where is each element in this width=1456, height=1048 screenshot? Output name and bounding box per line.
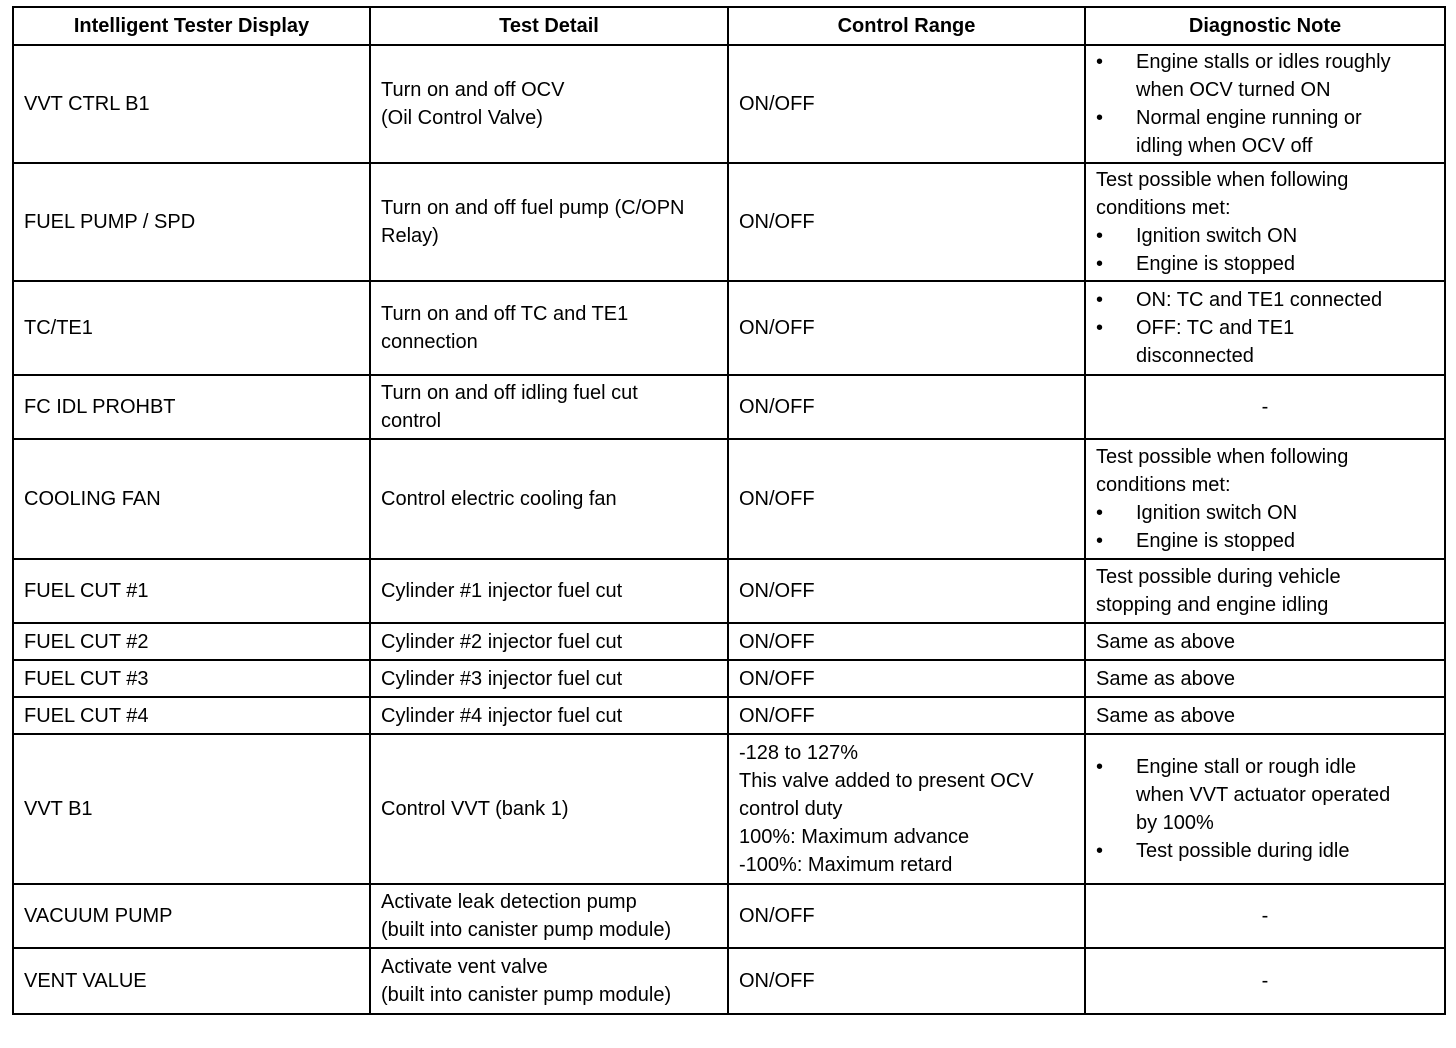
cell-text-line: Turn on and off idling fuel cut [381, 382, 638, 404]
cell-text-line: conditions met: [1096, 197, 1231, 219]
cell-text-line: Activate vent valve [381, 956, 548, 978]
active-test-table [12, 6, 1446, 1015]
cell-text-line: ON/OFF [739, 704, 815, 727]
bullet-icon: • [1096, 502, 1104, 524]
note-bullet-list [1096, 753, 1434, 865]
note-bullet-item [1096, 527, 1434, 555]
tester-display-text: TC/TE1 [24, 317, 93, 339]
bullet-icon: • [1096, 225, 1104, 247]
cell-text-line: Turn on and off TC and TE1 [381, 303, 629, 325]
diagnostic-note-cell [1085, 559, 1445, 623]
header-tester-display: Intelligent Tester Display [13, 7, 370, 45]
cell-text-line: Turn on and off fuel pump (C/OPN [381, 197, 685, 219]
note-bullet-list [1096, 499, 1434, 555]
cell-text-line: Control VVT (bank 1) [381, 798, 569, 820]
table-row [13, 734, 1445, 884]
tester-display-text: VACUUM PUMP [24, 905, 173, 927]
table-row [13, 163, 1445, 281]
tester-display-text: FUEL CUT #2 [24, 630, 149, 653]
diagnostic-note-cell [1085, 281, 1445, 375]
note-bullet-text: ON: TC and TE1 connected [1136, 289, 1383, 311]
test-detail-cell [370, 948, 728, 1014]
tester-display-text: COOLING FAN [24, 488, 161, 510]
control-range-cell [728, 559, 1085, 623]
test-detail-cell [370, 623, 728, 660]
cell-text-line: Cylinder #3 injector fuel cut [381, 667, 623, 690]
cell-text-line: Same as above [1096, 630, 1235, 653]
cell-text-line: ON/OFF [739, 667, 815, 690]
cell-text-line: ON/OFF [739, 211, 815, 233]
tester-display-cell [13, 281, 370, 375]
header-control-range: Control Range [728, 7, 1085, 45]
note-bullet-text: by 100% [1136, 812, 1214, 834]
note-bullet-list [1096, 222, 1434, 278]
note-bullet-item [1096, 753, 1434, 837]
diagnostic-note-cell [1085, 884, 1445, 948]
cell-text-line: ON/OFF [739, 93, 815, 115]
cell-text-line: -100%: Maximum retard [739, 854, 953, 876]
control-range-cell [728, 660, 1085, 697]
bullet-icon: • [1096, 317, 1104, 339]
cell-text-line: -128 to 127% [739, 742, 858, 764]
tester-display-cell [13, 375, 370, 439]
note-bullet-text: Test possible during idle [1136, 840, 1350, 862]
control-range-cell [728, 734, 1085, 884]
test-detail-cell [370, 281, 728, 375]
cell-text-line: Same as above [1096, 667, 1235, 690]
tester-display-cell [13, 660, 370, 697]
note-bullet-text: when OCV turned ON [1136, 79, 1331, 101]
table-row [13, 439, 1445, 559]
tester-display-cell [13, 734, 370, 884]
bullet-icon: • [1096, 530, 1104, 552]
diagnostic-note-cell [1085, 948, 1445, 1014]
tester-display-text: FC IDL PROHBT [24, 396, 176, 418]
cell-text-line: This valve added to present OCV [739, 770, 1034, 792]
cell-text-line: (built into canister pump module) [381, 984, 672, 1006]
cell-text-line: conditions met: [1096, 474, 1231, 496]
cell-text-line: Test possible when following [1096, 446, 1349, 468]
control-range-cell [728, 375, 1085, 439]
cell-text-line: Same as above [1096, 704, 1235, 727]
diagnostic-note-cell [1085, 375, 1445, 439]
cell-text-line: Cylinder #1 injector fuel cut [381, 580, 623, 602]
table-row [13, 375, 1445, 439]
cell-text-line: Control electric cooling fan [381, 488, 617, 510]
control-range-cell [728, 163, 1085, 281]
tester-display-text: FUEL CUT #1 [24, 580, 149, 602]
table-row [13, 948, 1445, 1014]
note-bullet-text: disconnected [1136, 345, 1254, 367]
tester-display-text: VVT B1 [24, 798, 93, 820]
tester-display-cell [13, 45, 370, 163]
diagnostic-note-cell [1085, 623, 1445, 660]
tester-display-cell [13, 163, 370, 281]
cell-text-line: ON/OFF [739, 317, 815, 339]
note-bullet-text: Ignition switch ON [1136, 502, 1298, 524]
cell-text-line: Test possible when following [1096, 169, 1349, 191]
test-detail-cell [370, 559, 728, 623]
test-detail-cell [370, 375, 728, 439]
note-bullet-item [1096, 250, 1434, 278]
note-dash: - [1261, 905, 1269, 927]
test-detail-cell [370, 439, 728, 559]
header-diagnostic-note: Diagnostic Note [1085, 7, 1445, 45]
table-body [13, 45, 1445, 1014]
note-bullet-text: Engine stall or rough idle [1136, 756, 1357, 778]
table-row [13, 45, 1445, 163]
note-bullet-text: idling when OCV off [1136, 135, 1313, 157]
tester-display-text: VVT CTRL B1 [24, 93, 150, 115]
tester-display-text: FUEL PUMP / SPD [24, 211, 196, 233]
tester-display-cell [13, 623, 370, 660]
diagnostic-note-cell [1085, 660, 1445, 697]
header-test-detail: Test Detail [370, 7, 728, 45]
bullet-icon: • [1096, 253, 1104, 275]
cell-text-line: Relay) [381, 225, 439, 247]
cell-text-line: ON/OFF [739, 970, 815, 992]
cell-text-line: Cylinder #4 injector fuel cut [381, 704, 623, 727]
test-detail-cell [370, 697, 728, 734]
note-bullet-item [1096, 222, 1434, 250]
control-range-cell [728, 697, 1085, 734]
test-detail-cell [370, 660, 728, 697]
tester-display-cell [13, 948, 370, 1014]
note-bullet-item [1096, 104, 1434, 160]
control-range-cell [728, 623, 1085, 660]
cell-text-line: Test possible during vehicle [1096, 566, 1341, 588]
tester-display-text: FUEL CUT #3 [24, 667, 149, 690]
tester-display-text: VENT VALUE [24, 970, 147, 992]
bullet-icon: • [1096, 840, 1104, 862]
cell-text-line: ON/OFF [739, 630, 815, 653]
table-row [13, 660, 1445, 697]
note-bullet-text: when VVT actuator operated [1136, 784, 1391, 806]
note-bullet-item [1096, 314, 1434, 370]
note-bullet-item [1096, 837, 1434, 865]
tester-display-cell [13, 884, 370, 948]
note-dash: - [1261, 970, 1269, 992]
cell-text-line: (Oil Control Valve) [381, 107, 543, 129]
control-range-cell [728, 281, 1085, 375]
table-row [13, 697, 1445, 734]
note-bullet-text: Normal engine running or [1136, 107, 1362, 129]
note-bullet-text: OFF: TC and TE1 [1136, 317, 1295, 339]
control-range-cell [728, 884, 1085, 948]
table-row [13, 281, 1445, 375]
control-range-cell [728, 439, 1085, 559]
bullet-icon: • [1096, 289, 1104, 311]
control-range-cell [728, 948, 1085, 1014]
tester-display-cell [13, 439, 370, 559]
test-detail-cell [370, 45, 728, 163]
cell-text-line: ON/OFF [739, 905, 815, 927]
tester-display-cell [13, 559, 370, 623]
tester-display-cell [13, 697, 370, 734]
bullet-icon: • [1096, 756, 1104, 778]
tester-display-text: FUEL CUT #4 [24, 704, 149, 727]
header-row [13, 7, 1445, 45]
test-detail-cell [370, 163, 728, 281]
cell-text-line: Turn on and off OCV [381, 79, 565, 101]
note-bullet-list [1096, 48, 1434, 160]
note-bullet-item [1096, 48, 1434, 104]
cell-text-line: Cylinder #2 injector fuel cut [381, 630, 623, 653]
bullet-icon: • [1096, 107, 1104, 129]
table-row [13, 623, 1445, 660]
note-bullet-text: Engine is stopped [1136, 253, 1296, 275]
note-bullet-list [1096, 286, 1434, 370]
bullet-icon: • [1096, 51, 1104, 73]
cell-text-line: ON/OFF [739, 396, 815, 418]
diagnostic-note-cell [1085, 45, 1445, 163]
cell-text-line: ON/OFF [739, 488, 815, 510]
cell-text-line: stopping and engine idling [1096, 594, 1329, 616]
table-row [13, 559, 1445, 623]
note-bullet-item [1096, 286, 1434, 314]
cell-text-line: (built into canister pump module) [381, 919, 672, 941]
note-bullet-item [1096, 499, 1434, 527]
cell-text-line: Activate leak detection pump [381, 891, 637, 913]
diagnostic-note-cell [1085, 697, 1445, 734]
note-bullet-text: Engine is stopped [1136, 530, 1296, 552]
cell-text-line: ON/OFF [739, 580, 815, 602]
control-range-cell [728, 45, 1085, 163]
test-detail-cell [370, 734, 728, 884]
cell-text-line: 100%: Maximum advance [739, 826, 970, 848]
cell-text-line: connection [381, 331, 478, 353]
test-detail-cell [370, 884, 728, 948]
note-dash: - [1261, 396, 1269, 418]
cell-text-line: control [381, 410, 442, 432]
diagnostic-note-cell [1085, 163, 1445, 281]
note-bullet-text: Ignition switch ON [1136, 225, 1298, 247]
cell-text-line: control duty [739, 798, 843, 820]
table-row [13, 884, 1445, 948]
diagnostic-note-cell [1085, 439, 1445, 559]
note-bullet-text: Engine stalls or idles roughly [1136, 51, 1391, 73]
diagnostic-note-cell [1085, 734, 1445, 884]
